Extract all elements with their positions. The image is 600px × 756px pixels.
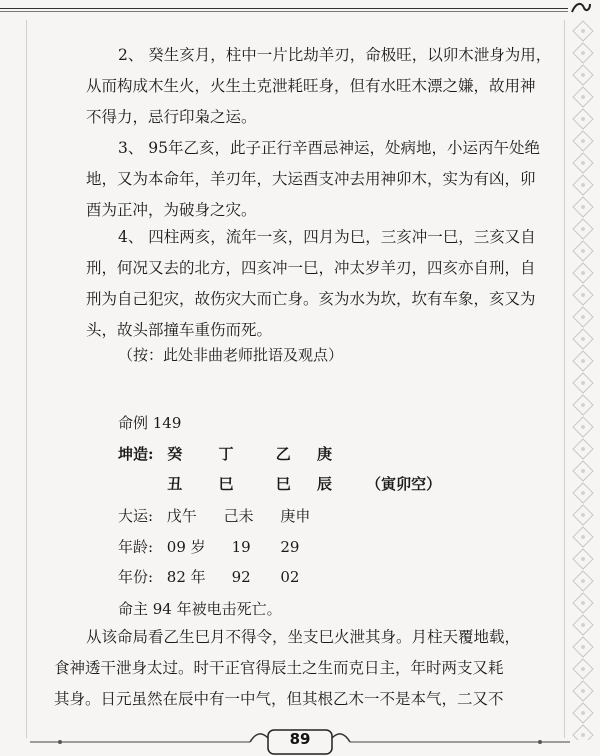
editor-note: （按：此处非曲老师批语及观点） bbox=[118, 346, 344, 364]
age-3: 29 bbox=[280, 538, 300, 556]
analysis-line: 其身。日元虽然在辰中有一中气，但其根乙木一不是本气，二又不 bbox=[54, 690, 504, 708]
paragraph-line: 从而构成木生火，火生土克泄耗旺身，但有水旺木漂之嫌，故用神 bbox=[86, 77, 536, 95]
paragraph-line: 2、 癸生亥月，柱中一片比劫羊刃，命极旺，以卯木泄身为用， bbox=[118, 46, 552, 64]
year-row bbox=[118, 566, 299, 587]
edge-pattern-decoration bbox=[572, 20, 594, 740]
header-rule-secondary bbox=[0, 11, 568, 12]
age-2: 19 bbox=[231, 538, 251, 556]
age-1: 09 岁 bbox=[166, 538, 206, 556]
age-row bbox=[118, 536, 299, 557]
dayun-label: 大运: bbox=[118, 507, 154, 525]
paragraph-line: 地，又为本命年，羊刃年，大运酉支冲去用神卯木，实为有凶，卯 bbox=[86, 170, 536, 188]
header-band bbox=[0, 0, 600, 18]
analysis-line: 食神透干泄身太过。时干正官得辰土之生而克日主，年时两支又耗 bbox=[54, 659, 504, 677]
left-margin-line bbox=[26, 20, 27, 738]
year-1: 82 年 bbox=[166, 568, 206, 586]
paragraph-line: 4、 四柱两亥，流年一亥，四月为巳，三亥冲一巳，三亥又自 bbox=[118, 228, 536, 246]
branch-year: 丑 bbox=[167, 475, 183, 493]
corner-ornament-icon bbox=[570, 0, 592, 14]
year-2: 92 bbox=[231, 568, 251, 586]
branches-row bbox=[118, 473, 441, 494]
branch-month: 巳 bbox=[218, 475, 234, 493]
year-3: 02 bbox=[280, 568, 300, 586]
stem-month: 丁 bbox=[218, 445, 234, 463]
header-rule bbox=[0, 8, 568, 9]
stems-row bbox=[118, 443, 347, 464]
paragraph-3 bbox=[86, 133, 541, 226]
dayun-row bbox=[118, 505, 310, 526]
page-number: 89 bbox=[289, 730, 311, 748]
analysis-line: 从该命局看乙生巳月不得令，坐支巳火泄其身。月柱天覆地载， bbox=[86, 628, 521, 646]
paragraph-line: 头，故头部撞车重伤而死。 bbox=[86, 321, 273, 339]
paragraph-line: 不得力，忌行印枭之运。 bbox=[86, 108, 257, 126]
stem-day: 乙 bbox=[275, 445, 291, 463]
paragraph-line: 酉为正冲，为破身之灾。 bbox=[86, 201, 257, 219]
paragraph-line: 3、 95年乙亥，此子正行辛酉忌神运，处病地，小运丙午处绝 bbox=[118, 139, 541, 157]
right-margin-line bbox=[564, 20, 565, 738]
stem-year: 癸 bbox=[167, 445, 183, 463]
paragraph-2 bbox=[86, 40, 552, 133]
dayun-2: 己未 bbox=[223, 507, 254, 525]
analysis-paragraph bbox=[54, 622, 534, 715]
age-label: 年龄: bbox=[118, 538, 154, 556]
gender-label: 坤造: bbox=[118, 445, 154, 463]
paragraph-line: 刑，何况又去的北方，四亥冲一巳，冲太岁羊刃，四亥亦自刑，自 bbox=[86, 259, 536, 277]
dayun-1: 戊午 bbox=[166, 507, 197, 525]
case-outcome: 命主 94 年被电击死亡。 bbox=[118, 600, 282, 618]
branch-hour: 辰 bbox=[316, 475, 332, 493]
stem-hour: 庚 bbox=[316, 445, 332, 463]
paragraph-4 bbox=[86, 222, 534, 346]
paragraph-line: 刑为自己犯灾，故伤灾大而亡身。亥为水为坎，坎有车象，亥又为 bbox=[86, 290, 536, 308]
branch-day: 巳 bbox=[275, 475, 291, 493]
dayun-3: 庚申 bbox=[280, 507, 311, 525]
year-label: 年份: bbox=[118, 568, 154, 586]
kongwang-note: （寅卯空） bbox=[366, 475, 442, 493]
case-title: 命例 149 bbox=[118, 414, 182, 432]
